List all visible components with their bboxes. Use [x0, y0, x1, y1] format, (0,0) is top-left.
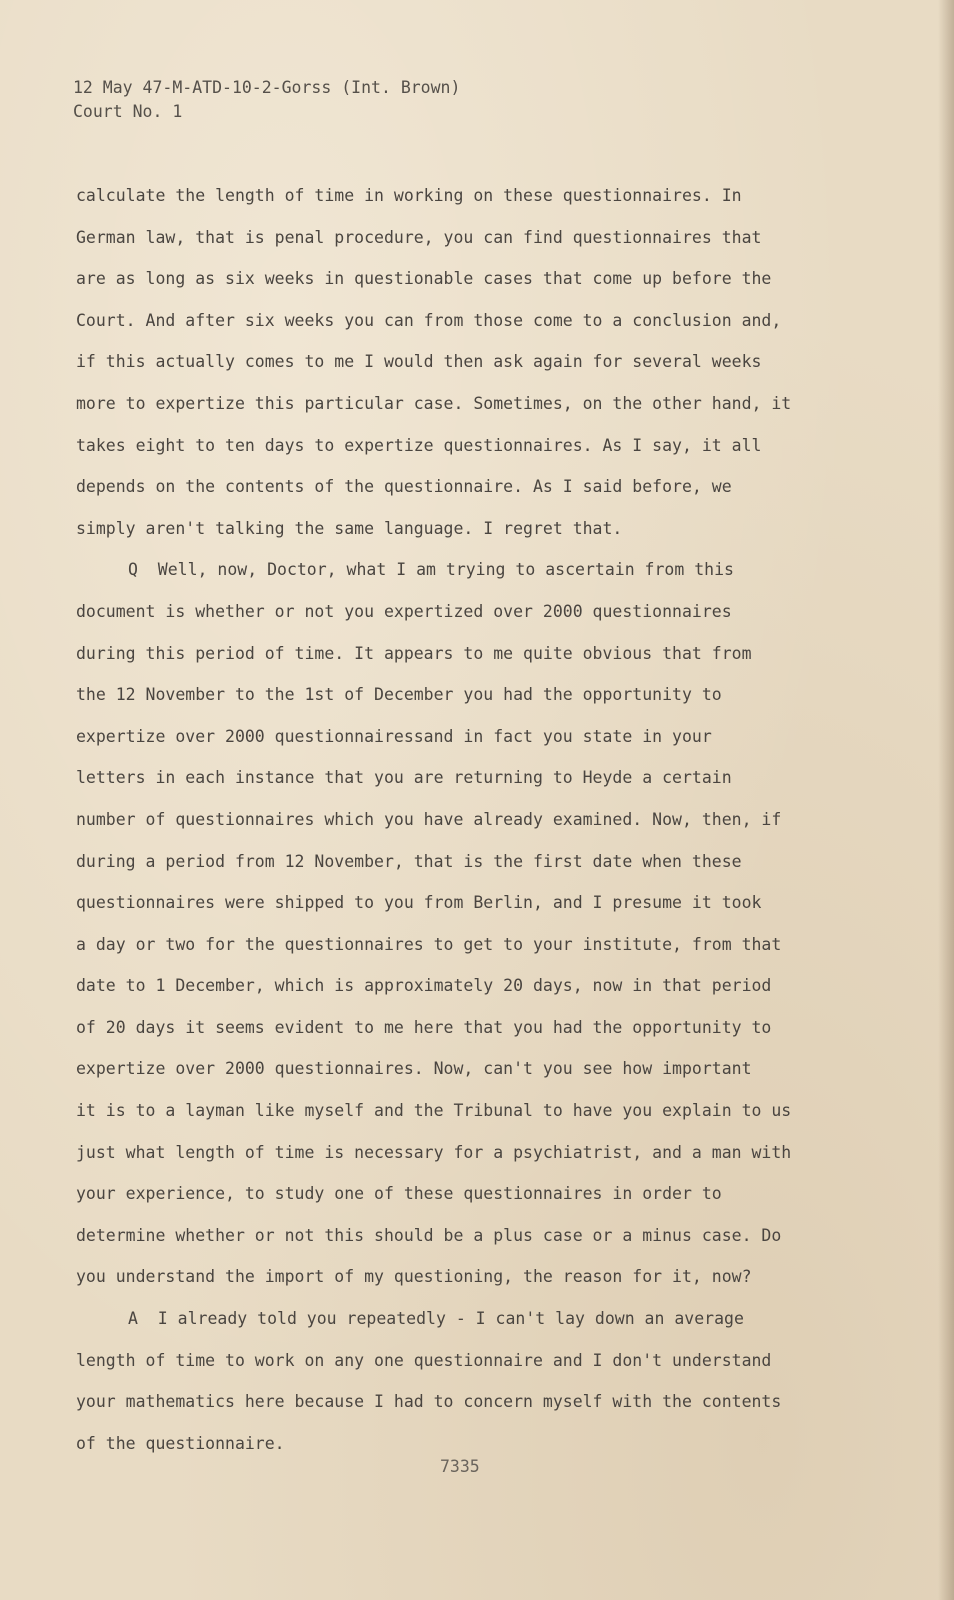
text-line: expertize over 2000 questionnaires. Now, can't you see how important	[76, 1059, 752, 1079]
question-line: Q Well, now, Doctor, what I am trying to ascertain from this	[128, 560, 734, 580]
text-line: depends on the contents of the questionnaire. As I said before, we	[76, 477, 732, 497]
text-line: if this actually comes to me I would then ask again for several weeks	[76, 352, 762, 372]
document-header	[73, 76, 460, 124]
text-line: a day or two for the questionnaires to get to your institute, from that	[76, 934, 782, 954]
text-line: during a period from 12 November, that is the first date when these	[76, 851, 742, 871]
header-court-line: Court No. 1	[73, 102, 183, 121]
text-line: German law, that is penal procedure, you can find questionnaires that	[76, 227, 762, 247]
text-line: your experience, to study one of these questionnaires in order to	[76, 1184, 722, 1204]
text-line: of 20 days it seems evident to me here that you had the opportunity to	[76, 1017, 772, 1037]
text-line: your mathematics here because I had to concern myself with the contents	[76, 1392, 782, 1412]
text-line: during this period of time. It appears to me quite obvious that from	[76, 643, 752, 663]
text-line: simply aren't talking the same language. I regret that.	[76, 518, 623, 538]
header-reference-line: 12 May 47-M-ATD-10-2-Gorss (Int. Brown)	[73, 78, 461, 97]
text-line: expertize over 2000 questionnairessand in fact you state in your	[76, 726, 712, 746]
text-line: more to expertize this particular case. Sometimes, on the other hand, it	[76, 393, 792, 413]
text-line: document is whether or not you expertized over 2000 questionnaires	[76, 601, 732, 621]
page-edge-shadow	[938, 0, 954, 1600]
answer-line: A I already told you repeatedly - I can't lay down an average	[128, 1309, 744, 1329]
text-line: you understand the import of my questioning, the reason for it, now?	[76, 1267, 752, 1287]
text-line: the 12 November to the 1st of December you had the opportunity to	[76, 685, 722, 705]
text-line: Court. And after six weeks you can from those come to a conclusion and,	[76, 310, 782, 330]
text-line: takes eight to ten days to expertize questionnaires. As I say, it all	[76, 435, 762, 455]
page-number: 7335	[440, 1457, 480, 1476]
text-line: length of time to work on any one questionnaire and I don't understand	[76, 1350, 772, 1370]
text-line: it is to a layman like myself and the Tribunal to have you explain to us	[76, 1101, 792, 1121]
text-line: are as long as six weeks in questionable cases that come up before the	[76, 269, 772, 289]
text-line: determine whether or not this should be a plus case or a minus case. Do	[76, 1225, 782, 1245]
text-line: of the questionnaire.	[76, 1433, 285, 1453]
text-line: questionnaires were shipped to you from Berlin, and I presume it took	[76, 893, 762, 913]
transcript-body	[76, 175, 896, 1464]
text-line: date to 1 December, which is approximately 20 days, now in that period	[76, 976, 772, 996]
text-line: number of questionnaires which you have already examined. Now, then, if	[76, 809, 782, 829]
text-line: just what length of time is necessary for a psychiatrist, and a man with	[76, 1142, 792, 1162]
text-line: calculate the length of time in working on these questionnaires. In	[76, 186, 742, 205]
text-line: letters in each instance that you are returning to Heyde a certain	[76, 768, 732, 788]
